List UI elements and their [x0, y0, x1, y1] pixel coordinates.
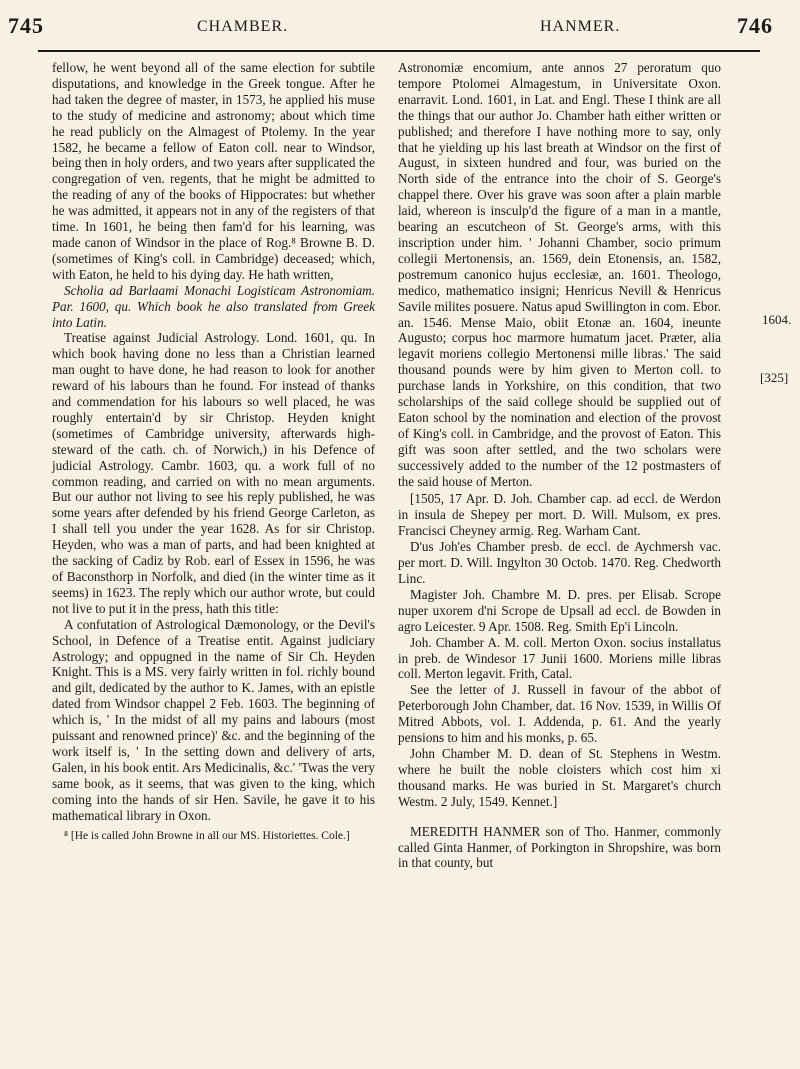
paragraph: Treatise against Judicial Astrology. Lond. 1601, qu. In which book having done no less than a Christian learned man ought to have done, he had reason to look for another reward of his labours than he found. For instead of thanks and commendation for his labours so well placed, he was roughly entertain'd by sir Christop. Heyden knight (sometimes of Cambridge university, afterwards high-steward of the cath. ch. of Norwich,) in his Defence of judicial Astrology. Cambr. 1603, qu. a work full of no common reading, and carried on with no mean arguments. But our author not living to see his reply published, he was some years after defended by his friend George Carleton, as I shall tell you under the year 1628. As for sir Christop. Heyden, who was a man of parts, and had been knighted at the sacking of Cadiz by Rob. earl of Essex in 1596, he was of Baconsthorp in Norfolk, and died (in the winter time as it seems) in 1623. The reply which our author wrote, but could not live to put it in the press, hath this title: — [52, 330, 375, 616]
paragraph: Astronomiæ encomium, ante annos 27 peroratum quo tempore Ptolomei Almagestum, in Universitate Oxon. enarravit. Lond. 1601, in Lat. and Engl. These I think are all the things that our author Jo. Chamber hath either written or published; and therefore I have nothing more to say, only that he yielding up his last breath at Windsor on the first of August, in sixteen hundred and four, was buried on the North side of the entrance into the choir of S. George's chappel there. Over his grave was soon after a plain marble laid, whereon is insculp'd the figure of a man in a mantle, bearing an escutcheon of St. George's arms, with this inscription under him. ' Johanni Chamber, socio primum collegii Mertonensis, an. 1569, dein Etonensis, an. 1582, postremum canonico hujus ecclesiæ, an. 1601. Theologo, medico, mathematico insigni; Henricus Nevill & Henricus Savile milites posuere. Natus apud Swillington in com. Ebor. an. 1546. Mense Maio, obiit Etonæ an. 1604, ineunte Augusto; corpus hoc marmore humatum jacet. Præter, alia legavit moriens collegio Mertonensi mille libras.' The said thousand pounds were by him given to Merton coll. to purchase lands in Yorkshire, on this condition, that two scholarships of the said college should be supplied out of Eaton school by the nomination and election of the provost of King's coll. in Cambridge, and the provost of Eaton. This gift was soon after settled, and the two scholars were successively added to the number of the 12 postmasters of the said house of Merton. — [398, 60, 721, 489]
entry-heading: MEREDITH HANMER son of Tho. Hanmer, commonly called Ginta Hanmer, of Porkington in Shropshire, was born in that county, but — [398, 823, 721, 871]
paragraph: John Chamber M. D. dean of St. Stephens in Westm. where he built the noble cloisters which cost him xi thousand marks. He was buried in St. Margaret's church Westm. 2 July, 1549. Kennet.] — [398, 745, 721, 809]
paragraph: fellow, he went beyond all of the same election for subtile disputations, and knowledge in the Greek tongue. After he had taken the degree of master, in 1573, he applied his muse to the study of medicine and astronomy; about which time he read publicly on the Almagest of Ptolemy. In the year 1582, he became a fellow of Eaton coll. near to Windsor, being then in holy orders, and two years after supplicated the congregation of ven. regents, that he might be admitted to the reading of any of the books of Hippocrates: but whether he was admitted, it appears not in any of the registers of that time. In 1601, he being then fam'd for his learning, was made canon of Windsor in the place of Rog.⁸ Browne B. D. (sometimes of King's coll. in Cambridge) deceased; which, with Eaton, he held to his dying day. He hath written, — [52, 60, 375, 282]
footnote: ⁸ [He is called John Browne in all our MS. Historiettes. Cole.] — [64, 829, 350, 842]
header-rule — [38, 50, 760, 52]
paragraph: Magister Joh. Chambre M. D. pres. per Elisab. Scrope nuper uxorem d'ni Scrope de Upsall ad eccl. de Bowden in agro Leicester. 9 Apr. 1508. Reg. Smith Ep'i Lincoln. — [398, 586, 721, 634]
paragraph: D'us Joh'es Chamber presb. de eccl. de Aychmersh vac. per mort. D. Will. Ingylton 30 Octob. 1470. Reg. Chedworth Linc. — [398, 539, 721, 586]
paragraph: Scholia ad Barlaami Monachi Logisticam Astronomiam. Par. 1600, qu. Which book he also translated from Greek into Latin. — [52, 282, 375, 330]
margin-page-ref: [325] — [760, 370, 789, 385]
left-running-title: CHAMBER. — [197, 18, 289, 35]
paragraph: See the letter of J. Russell in favour of the abbot of Peterborough John Chamber, dat. 16 Nov. 1539, in Willis Of Mitred Abbots, vol. I. Addenda, p. 61. And the yearly pensions to him and his monks, p. 65. — [398, 682, 721, 746]
paragraph: [1505, 17 Apr. D. Joh. Chamber cap. ad eccl. de Werdon in insula de Shepey per mort. D. Will. Mulsom, ex pres. Francisci Cheyney armig. Reg. Warham Cant. — [398, 491, 721, 539]
right-page-number: 746 — [737, 13, 773, 38]
left-column — [52, 60, 375, 843]
paragraph: A confutation of Astrological Dæmonology, or the Devil's School, in Defence of a Treatise entit. Against judiciary Astrology; and oppugned in the name of Sir Ch. Heyden Knight. This is a MS. very fairly written in fol. richly bound and gilt, dedicated by the author to K. James, with an epistle dated from Windsor chappel 2 Feb. 1603. The beginning of which is, ' In the midst of all my pains and labours (most puissant and renowned prince)' &c. and the beginning of the work itself is, ' In the setting down and delivery of arts, Galen, in his book entit. Ars Medicinalis, &c.' 'Twas the very same book, as it seems, that was given to the king, which coming into the hands of sir Hen. Savile, he gave it to his mathematical library in Oxon. — [52, 616, 375, 823]
right-column — [398, 60, 721, 871]
margin-year: 1604. — [762, 312, 792, 327]
right-running-title: HANMER. — [540, 18, 621, 35]
running-header — [0, 6, 800, 46]
paragraph: Joh. Chamber A. M. coll. Merton Oxon. socius installatus in preb. de Windesor 17 Junii 1600. Moriens mille libras coll. Merton legavit. Frith, Catal. — [398, 634, 721, 682]
left-page-number: 745 — [8, 13, 44, 38]
